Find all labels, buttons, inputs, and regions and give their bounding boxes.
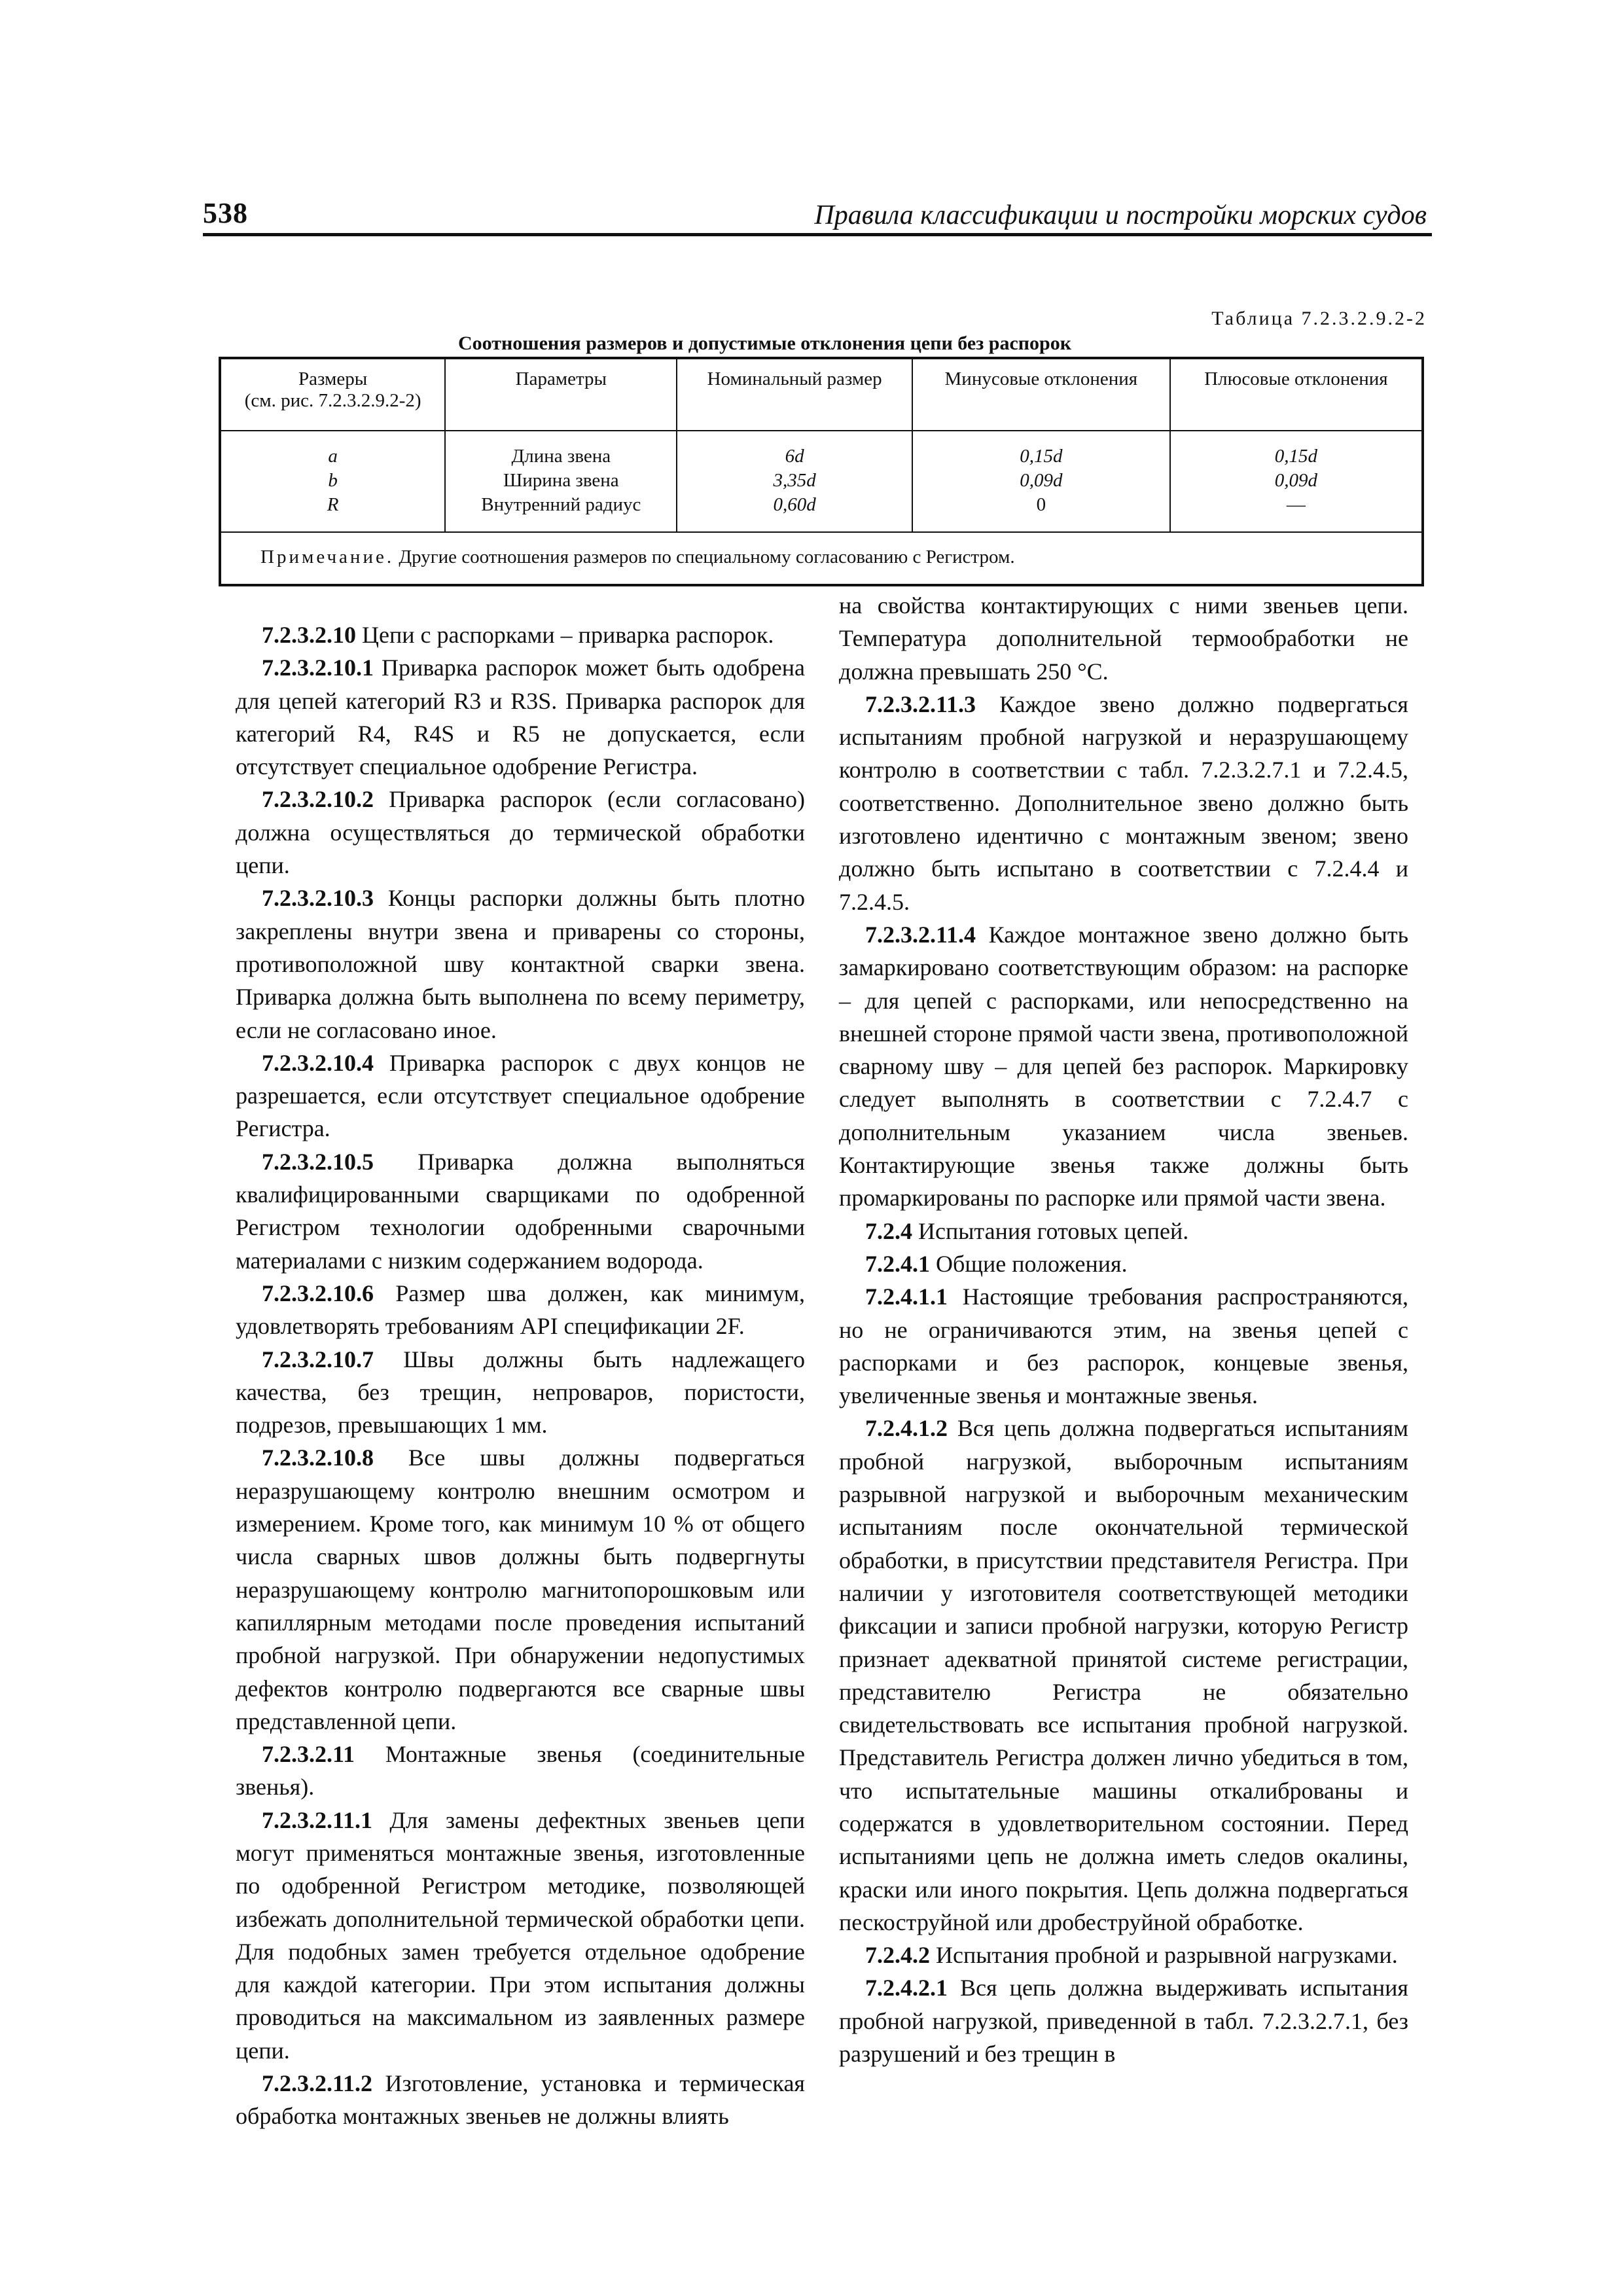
table-cell: Внутренний радиус [445,493,677,532]
paragraph-text: Вся цепь должна подвергаться испытаниям пробной нагрузкой, выборочным испытаниям разрывной нагрузкой и выборочным механическим испытаниям после окончательной термической обработки, в присутствии представителя Регистра. При наличии у изготовителя соответствующей методики фиксации и записи пробной нагрузки, которую Регистр признает адекватной принятой системе регистрации, представителю Регистра не обязательно свидетельствовать все испытания пробной нагрузкой. Представитель Регистра должен лично убедиться в том, что испытательные машины откалиброваны и содержатся в удовлетворительном состоянии. Перед испытаниями цепь не должна иметь следов окалины, краски или иного покрытия. Цепь должна подвергаться пескоструйной или дробеструйной обработке. [839,1415,1408,1935]
paragraph [839,688,1408,918]
paragraph-text: Для замены дефектных звеньев цепи могут применяться монтажные звенья, изготовленные по одобренной Регистром методике, позволяющей избежать дополнительной термической обработки цепи. Для подобных замен требуется отдельное одобрение для каждой категории. При этом испытания должны проводиться на максимальном из заявленных размере цепи. [236,1806,805,2064]
table-header-row [220,358,1423,431]
paragraph-text: Приварка распорок с двух концов не разрешается, если отсутствует специальное одобрение Регистра. [236,1049,805,1142]
left-column [236,619,805,2133]
right-column [839,589,1408,2070]
paragraph-text: Швы должны быть надлежащего качества, без трещин, непроваров, пористости, подрезов, превышающих 1 мм. [236,1346,805,1439]
table-title: Соотношения размеров и допустимые отклонения цепи без распорок [458,332,1072,354]
table-cell: 0 [912,493,1170,532]
table-row [220,431,1423,469]
clause-number: 7.2.4.1.2 [865,1415,948,1442]
paragraph [839,1939,1408,1971]
paragraph-text: Цепи с распорками – приварка распорок. [356,622,774,648]
paragraph-text: Концы распорки должны быть плотно закреплены внутри звена и приварены со стороны, противоположной шву контактной сварки звена. Приварка должна быть выполнена по всему периметру, если не согласовано иное. [236,885,805,1043]
paragraph-text: Приварка распорок может быть одобрена для цепей категорий R3 и R3S. Приварка распорок для категорий R4, R4S и R5 не допускается, если отсутствует специальное одобрение Регистра. [236,655,805,780]
clause-number: 7.2.4.1.1 [865,1283,948,1310]
table-row [220,469,1423,493]
paragraph-text: Общие положения. [930,1250,1128,1277]
table-cell: R [220,493,445,532]
clause-number: 7.2.4.1 [865,1250,930,1277]
header-rule [203,233,1432,236]
col-header-dimensions-ref: (см. рис. 7.2.3.2.9.2-2) [244,390,421,411]
table-header-cell: Плюсовые отклонения [1170,358,1423,431]
clause-number: 7.2.3.2.10.4 [262,1049,374,1076]
clause-number: 7.2.4.2.1 [865,1975,948,2001]
paragraph [839,589,1408,688]
clause-number: 7.2.3.2.11 [262,1741,355,1768]
clause-number: 7.2.4 [865,1217,912,1244]
table-cell: 0,15d [912,431,1170,469]
paragraph-text: Изготовление, установка и термическая обработка монтажных звеньев не должны влиять [236,2070,805,2130]
paragraph [236,2067,805,2133]
table-cell: 0,60d [677,493,912,532]
table-cell: b [220,469,445,493]
table-cell: 3,35d [677,469,912,493]
note-text: Другие соотношения размеров по специальному согласованию с Регистром. [394,547,1015,567]
note-label: Примечание. [260,547,395,567]
paragraph [839,1971,1408,2070]
paragraph-text: Вся цепь должна выдерживать испытания пробной нагрузкой, приведенной в табл. 7.2.3.2.7.1, без разрушений и без трещин в [839,1975,1408,2068]
clause-number: 7.2.4.2 [865,1942,930,1969]
table-cell: a [220,431,445,469]
paragraph [236,882,805,1046]
clause-number: 7.2.3.2.10 [262,622,356,648]
table-header-cell: Номинальный размер [677,358,912,431]
clause-number: 7.2.3.2.11.4 [865,921,976,948]
clause-number: 7.2.3.2.10.5 [262,1148,374,1175]
dimensions-table [219,357,1424,586]
paragraph [236,1277,805,1343]
table-note-row [220,532,1423,585]
paragraph [839,918,1408,1215]
table-cell: 0,09d [912,469,1170,493]
running-title: Правила классификации и постройки морских судов [814,200,1427,230]
clause-number: 7.2.3.2.10.3 [262,885,374,912]
table-note [220,532,1423,585]
paragraph-text: Каждое монтажное звено должно быть замаркировано соответствующим образом: на распорке – для цепей с распорками, или непосредственно на внешней стороне прямой части звена, противоположной сварному шву – для цепей без распорок. Маркировку следует выполнять в соответствии с 7.2.4.7 с дополнительным указанием числа звеньев. Контактирующие звенья также должны быть промаркированы по распорке или прямой части звена. [839,921,1408,1211]
clause-number: 7.2.3.2.10.6 [262,1280,374,1306]
table-row [220,493,1423,532]
table-label: Таблица 7.2.3.2.9.2-2 [1211,308,1427,329]
clause-number: 7.2.3.2.11.1 [262,1806,373,1833]
paragraph-text: Приварка должна выполняться квалифицированными сварщиками по одобренной Регистром технологии одобренными сварочными материалами с низким содержанием водорода. [236,1148,805,1274]
paragraph [839,1247,1408,1280]
paragraph-text: Каждое звено должно подвергаться испытаниям пробной нагрузкой и неразрушающему контролю в соответствии с табл. 7.2.3.2.7.1 и 7.2.4.5, соответственно. Дополнительное звено должно быть изготовлено идентично с монтажным звеном; звено должно быть испытано в соответствии с 7.2.4.4 и 7.2.4.5. [839,691,1408,915]
paragraph [839,1412,1408,1939]
paragraph [236,1441,805,1738]
table-cell: Длина звена [445,431,677,469]
paragraph [839,1215,1408,1247]
paragraph-text: Приварка распорок (если согласовано) должна осуществляться до термической обработки цепи. [236,786,805,879]
clause-number: 7.2.3.2.10.7 [262,1346,374,1372]
paragraph-text: Испытания пробной и разрывной нагрузками. [930,1942,1398,1969]
paragraph-text: Размер шва должен, как минимум, удовлетворять требованиям API спецификации 2F. [236,1280,805,1340]
table-cell: 0,09d [1170,469,1423,493]
table-header-cell [220,358,445,431]
clause-number: 7.2.3.2.10.2 [262,786,374,813]
col-header-dimensions: Размеры [298,368,368,389]
page-number: 538 [203,197,248,229]
paragraph [236,619,805,651]
paragraph [236,1047,805,1145]
paragraph-text: Испытания готовых цепей. [912,1217,1189,1244]
paragraph-text: на свойства контактирующих с ними звеньев цепи. Температура дополнительной термообработки не должна превышать 250 °С. [839,592,1408,685]
clause-number: 7.2.3.2.11.2 [262,2070,373,2097]
table-cell: 6d [677,431,912,469]
clause-number: 7.2.3.2.11.3 [865,691,976,717]
paragraph [236,1804,805,2067]
paragraph-text: Все швы должны подвергаться неразрушающему контролю внешним осмотром и измерением. Кроме того, как минимум 10 % от общего числа сварных швов должны быть подвергнуты неразрушающему контролю магнитопорошковым или капиллярным методами после проведения испытаний пробной нагрузкой. При обнаружении недопустимых дефектов контролю подвергаются все сварные швы представленной цепи. [236,1444,805,1734]
paragraph [839,1280,1408,1412]
table-header-cell: Параметры [445,358,677,431]
paragraph [236,783,805,882]
table-header-cell: Минусовые отклонения [912,358,1170,431]
paragraph [236,1145,805,1277]
table-cell: 0,15d [1170,431,1423,469]
paragraph [236,1343,805,1442]
clause-number: 7.2.3.2.10.8 [262,1444,374,1471]
table-cell: — [1170,493,1423,532]
paragraph [236,651,805,783]
table-cell: Ширина звена [445,469,677,493]
paragraph-text: Настоящие требования распространяются, но не ограничиваются этим, на звенья цепей с распорками и без распорок, концевые звенья, увеличенные звенья и монтажные звенья. [839,1283,1408,1409]
paragraph-text: Монтажные звенья (соединительные звенья). [236,1741,805,1801]
clause-number: 7.2.3.2.10.1 [262,655,374,681]
paragraph [236,1738,805,1804]
